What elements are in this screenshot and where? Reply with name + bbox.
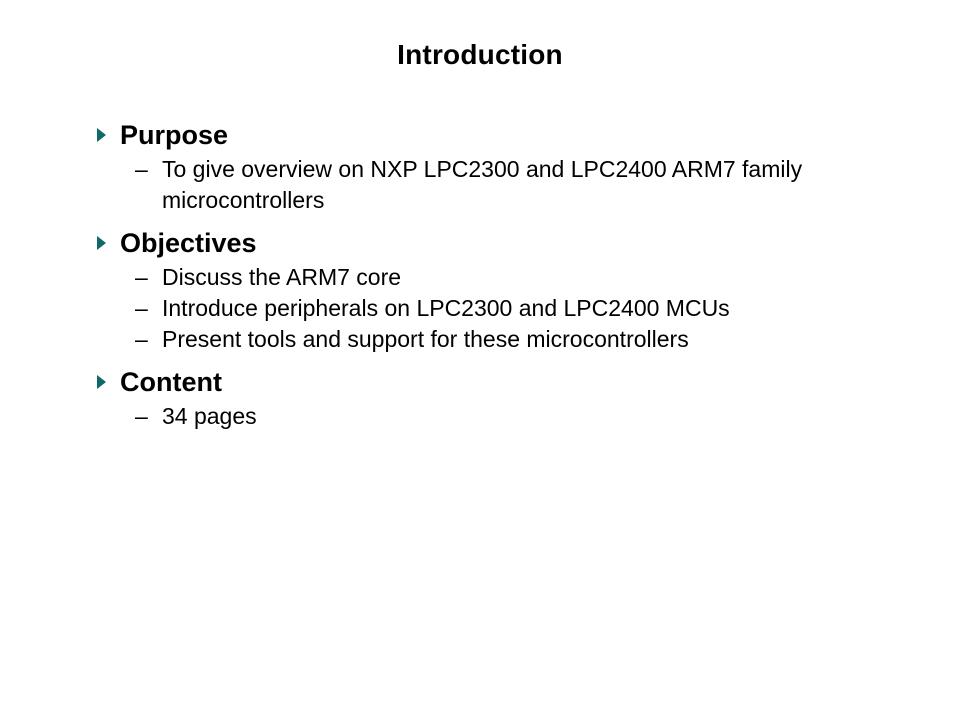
dash-bullet: –	[135, 264, 148, 290]
sub-bullet-item	[135, 154, 886, 216]
sub-bullet-text: Present tools and support for these microcontrollers	[162, 326, 689, 352]
sub-bullet-text: Discuss the ARM7 core	[162, 264, 402, 290]
bullet-heading-row	[96, 226, 886, 260]
bullet-triangle-icon	[97, 236, 106, 250]
slide-title: Introduction	[397, 39, 563, 70]
dash-bullet: –	[135, 156, 148, 182]
section-heading: Objectives	[120, 228, 257, 258]
bullet-triangle-icon	[97, 375, 106, 389]
sub-bullet-text: To give overview on NXP LPC2300 and LPC2400 ARM7 family microcontrollers	[162, 156, 803, 213]
sub-bullet-item	[135, 401, 886, 432]
section-heading: Content	[120, 367, 222, 397]
sub-bullet-text: Introduce peripherals on LPC2300 and LPC2400 MCUs	[162, 295, 730, 321]
slide-content	[96, 118, 886, 442]
bullet-triangle-icon	[97, 128, 106, 142]
bullet-heading-row	[96, 365, 886, 399]
dash-bullet: –	[135, 326, 148, 352]
bullet-heading-row	[96, 118, 886, 152]
bullet-section-content	[96, 365, 886, 432]
sub-bullet-item	[135, 293, 886, 324]
sub-bullet-item	[135, 324, 886, 355]
section-heading: Purpose	[120, 120, 229, 150]
sub-bullet-item	[135, 262, 886, 293]
dash-bullet: –	[135, 295, 148, 321]
dash-bullet: –	[135, 403, 148, 429]
sub-bullet-text: 34 pages	[162, 403, 257, 429]
bullet-section-purpose	[96, 118, 886, 216]
bullet-section-objectives	[96, 226, 886, 355]
